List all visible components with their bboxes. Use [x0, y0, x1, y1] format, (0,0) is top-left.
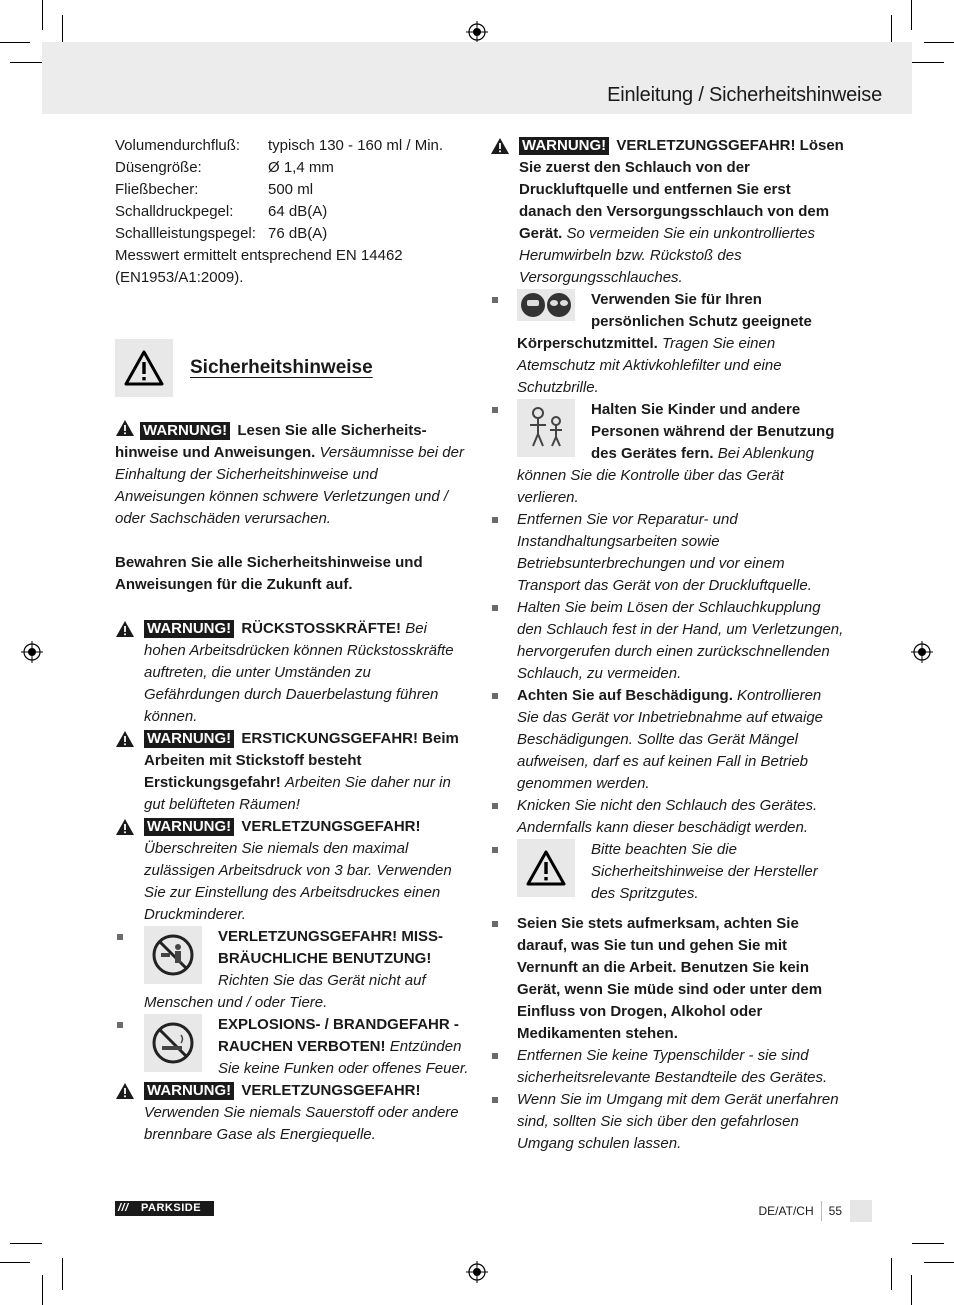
warning-bold-text: VERLETZUNGSGEFAHR! Lösen Sie zuerst den Schlauch von der Druckluftquelle und entfernen Sie erst danach den Versorgungsschlauch von dem Gerät. [519, 137, 844, 242]
brand-logo [115, 1201, 214, 1216]
warning-triangle-icon [517, 839, 575, 897]
spec-row [115, 179, 470, 201]
left-column [115, 135, 470, 1146]
list-item-italic-text: Halten Sie beim Lösen der Schlauchkupplung den Schlauch fest in der Hand, um Verletzungen, hervorgerufen durch einen zurückschnellenden Schlauch, zu vermeiden. [517, 599, 844, 682]
list-item [490, 839, 845, 905]
warning-paragraph [115, 419, 470, 530]
keep-children-away-icon [517, 399, 575, 457]
keep-instructions-text: Bewahren Sie alle Sicherheitshinweise und Anweisungen für die Zukunft auf. [115, 554, 423, 593]
warning-triangle-icon [490, 137, 510, 155]
registration-mark-icon [466, 21, 488, 43]
warning-bold-text: ERSTICKUNGSGEFAHR! Beim Arbeiten mit Stickstoff besteht Erstickungsgefahr! [144, 730, 459, 791]
warning-bold-text: Lesen Sie alle Sicherheits-hinweise und Anweisungen. [115, 422, 427, 461]
list-item-italic-text: Entzünden Sie keine Funken oder offenes Feuer. [218, 1038, 469, 1077]
list-item [490, 795, 845, 839]
warning-block [115, 728, 470, 816]
region-label: DE/AT/CH [758, 1204, 814, 1218]
registration-mark-icon [21, 641, 43, 663]
spec-row [115, 223, 470, 245]
footer-tab [850, 1200, 872, 1222]
spec-value: Ø 1,4 mm [268, 159, 334, 176]
warning-bold-text: VERLETZUNGSGEFAHR! [241, 818, 421, 835]
list-item-italic-text: Richten Sie das Gerät nicht auf Menschen und / oder Tiere. [144, 972, 426, 1011]
list-item [490, 289, 845, 399]
warning-badge: WARNUNG! [140, 422, 230, 440]
list-item [490, 509, 845, 597]
no-spraying-people-icon [144, 926, 202, 984]
spec-label: Fließbecher: [115, 181, 199, 198]
list-item-italic-text: Entfernen Sie keine Typenschilder - sie sind sicherheitsrelevante Bestandteile des Gerätes. [517, 1047, 828, 1086]
warning-block [115, 618, 470, 728]
page-title: Einleitung / Sicherheitshinweise [607, 84, 882, 106]
section-title: Sicherheitshinweise [190, 357, 373, 378]
list-item-italic-text: Knicken Sie nicht den Schlauch des Gerätes. Andernfalls kann dieser beschädigt werden. [517, 797, 818, 836]
spec-row [115, 201, 470, 223]
list-item-italic-text: Tragen Sie einen Atemschutz mit Aktivkohlefilter und eine Schutzbrille. [517, 335, 782, 396]
spec-label: Schallleistungspegel: [115, 225, 256, 242]
list-item-bold-text: Halten Sie Kinder und andere Personen während der Benutzung des Gerätes fern. [591, 401, 835, 462]
no-smoking-icon [144, 1014, 202, 1072]
warning-italic-text: Bei hohen Arbeitsdrücken können Rückstosskräfte auftreten, die unter Umständen zu Gefährdungen durch Dauerbelastung führen können. [144, 620, 454, 725]
list-item-bold-text: Achten Sie auf Beschädigung. [517, 687, 733, 704]
list-item [115, 1014, 470, 1080]
warning-triangle-icon [115, 1082, 135, 1100]
warning-triangle-icon [115, 730, 135, 748]
page-number: 55 [828, 1204, 842, 1218]
list-item-italic-text: Kontrollieren Sie das Gerät vor Inbetriebnahme auf etwaige Beschädigungen. Sollte das Gerät Mängel aufweisen, darf es auf keinen Fall in Betrieb genommen werden. [517, 687, 824, 792]
spec-label: Volumendurchfluß: [115, 137, 241, 154]
footer-divider [821, 1201, 822, 1221]
warning-bold-text: VERLETZUNGSGEFAHR! [241, 1082, 421, 1099]
list-item [490, 685, 845, 795]
right-column [490, 135, 845, 1155]
spec-value: 76 dB(A) [268, 225, 328, 242]
list-item [490, 913, 845, 1045]
list-item [490, 1045, 845, 1089]
warning-block [115, 816, 470, 926]
list-item-bold-text: VERLETZUNGSGEFAHR! MISS-BRÄUCHLICHE BENUTZUNG! [218, 928, 444, 967]
spec-value: typisch 130 - 160 ml / Min. [268, 137, 444, 154]
warning-badge: WARNUNG! [144, 1082, 234, 1100]
brand-name: PARKSIDE [141, 1202, 202, 1214]
warning-bold-text: RÜCKSTOSSKRÄFTE! [241, 620, 402, 637]
page-footer [759, 1200, 872, 1222]
logo-stripes: /// [118, 1202, 129, 1214]
warning-badge: WARNUNG! [144, 730, 234, 748]
warning-italic-text: Überschreiten Sie niemals den maximal zulässigen Arbeitsdruck von 3 bar. Verwenden Sie zur Einstellung des Arbeitsdruckes einen Druckminderer. [144, 840, 452, 923]
spec-row [115, 135, 470, 157]
list-item-bold-text: Seien Sie stets aufmerksam, achten Sie darauf, was Sie tun und gehen Sie mit Vernunft an die Arbeit. Benutzen Sie kein Gerät, wenn Sie müde sind oder unter dem Einfluss von Drogen, Alkohol oder Medikamenten stehen. [517, 915, 823, 1042]
warning-italic-text: So vermeiden Sie ein unkontrolliertes Herumwirbeln bzw. Rückstoß des Versorgungsschlauches. [519, 225, 815, 286]
list-item-italic-text: Bei Ablenkung können Sie die Kontrolle über das Gerät verlieren. [517, 445, 814, 506]
list-item [490, 399, 845, 509]
list-item-bold-text: EXPLOSIONS- / BRANDGEFAHR -RAUCHEN VERBOTEN! [218, 1016, 459, 1055]
warning-badge: WARNUNG! [144, 620, 234, 638]
spec-label: Düsengröße: [115, 159, 202, 176]
list-item-italic-text: Wenn Sie im Umgang mit dem Gerät unerfahren sind, sollten Sie sich über den gefahrlosen Umgang schulen lassen. [517, 1091, 839, 1152]
spec-label: Schalldruckpegel: [115, 203, 234, 220]
list-item [490, 1089, 845, 1155]
warning-triangle-icon [115, 339, 173, 397]
warning-italic-text: Versäumnisse bei der Einhaltung der Sicherheitshinweise und Anweisungen können schwere Verletzungen und / oder Sachschäden verursachen. [115, 444, 464, 527]
warning-badge: WARNUNG! [519, 137, 609, 155]
spec-row [115, 157, 470, 179]
registration-mark-icon [466, 1261, 488, 1283]
registration-mark-icon [911, 641, 933, 663]
list-item-bold-text: Verwenden Sie für Ihren persönlichen Schutz geeignete Körperschutzmittel. [517, 291, 812, 352]
warning-block [490, 135, 845, 289]
warning-triangle-icon [115, 419, 135, 437]
warning-badge: WARNUNG! [144, 818, 234, 836]
list-item [115, 926, 470, 1014]
warning-block [115, 1080, 470, 1146]
list-item-italic-text: Bitte beachten Sie die Sicherheitshinweise der Hersteller des Spritzgutes. [591, 841, 818, 902]
spec-note: Messwert ermittelt entsprechend EN 14462 (EN1953/A1:2009). [115, 247, 403, 286]
list-item-italic-text: Entfernen Sie vor Reparatur- und Instandhaltungsarbeiten sowie Betriebsunterbrechungen und vor einem Transport das Gerät von der Druckluftquelle. [517, 511, 812, 594]
warning-italic-text: Verwenden Sie niemals Sauerstoff oder andere brennbare Gase als Energiequelle. [144, 1104, 459, 1143]
list-item [490, 597, 845, 685]
section-heading [115, 339, 470, 397]
spec-value: 500 ml [268, 181, 314, 198]
warning-triangle-icon [115, 620, 135, 638]
spec-value: 64 dB(A) [268, 203, 328, 220]
warning-italic-text: Arbeiten Sie daher nur in gut belüfteten Räumen! [144, 774, 451, 813]
specs-table [115, 135, 470, 289]
respirator-goggles-icon [517, 289, 575, 321]
warning-triangle-icon [115, 818, 135, 836]
